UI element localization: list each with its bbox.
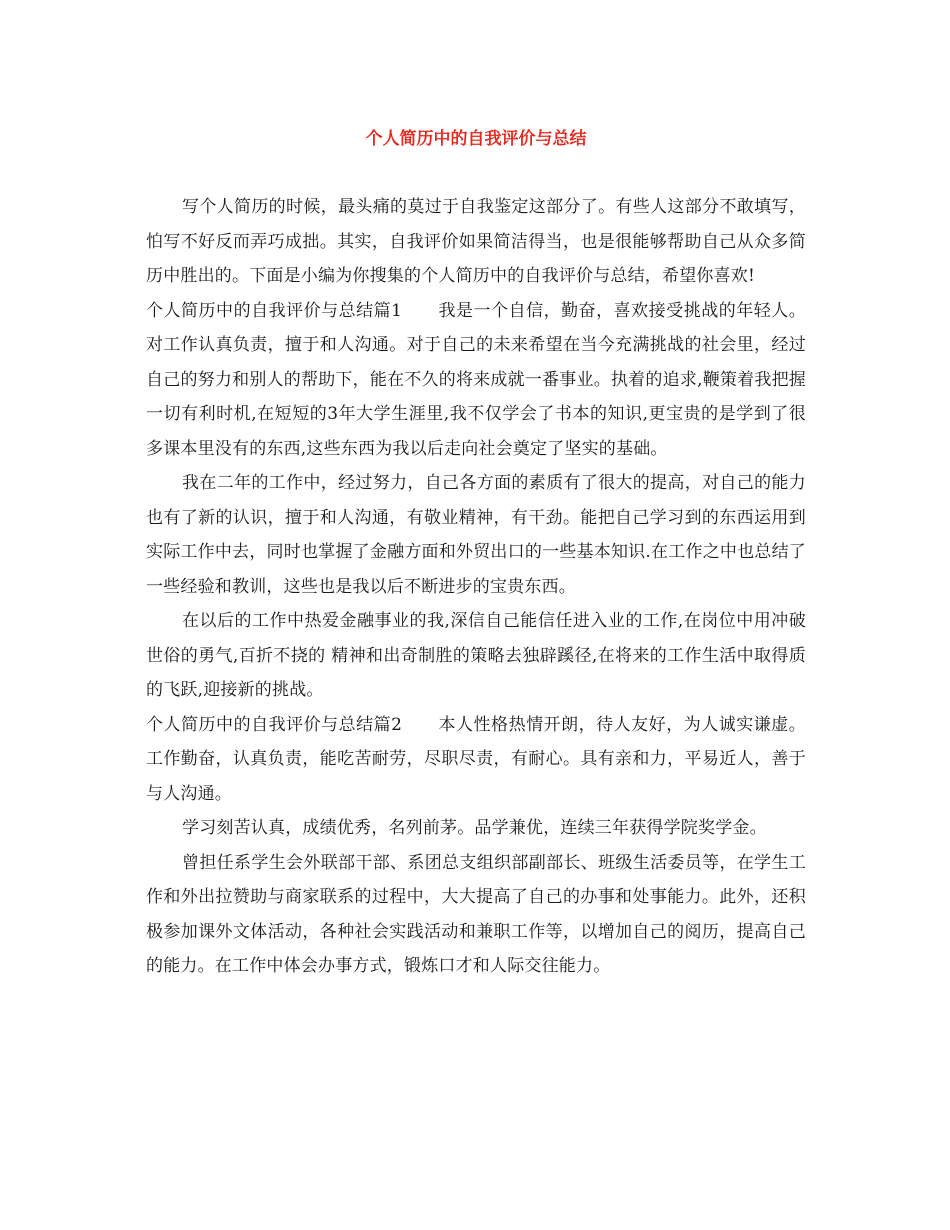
section-2-paragraph [146, 708, 806, 812]
document-body [146, 190, 806, 984]
document-page [146, 0, 806, 1230]
section-1-paragraph-3: 在以后的工作中热爱金融事业的我,深信自己能信任进入业的工作,在岗位中用冲破世俗的勇气,百折不挠的 精神和出奇制胜的策略去独辟蹊径,在将来的工作生活中取得质的飞跃,迎接新的挑战。 [146, 611, 806, 700]
intro-paragraph: 写个人简历的时候，最头痛的莫过于自我鉴定这部分了。有些人这部分不敢填写，怕写不好反而弄巧成拙。其实，自我评价如果简洁得当，也是很能够帮助自己从众多简历中胜出的。下面是小编为你搜集的个人简历中的自我评价与总结，希望你喜欢! [146, 197, 806, 286]
section-1-paragraph [146, 294, 806, 467]
section-2-paragraph-3: 曾担任系学生会外联部干部、系团总支组织部副部长、班级生活委员等，在学生工作和外出拉赞助与商家联系的过程中，大大提高了自己的办事和处事能力。此外，还积极参加课外文体活动，各种社会实践活动和兼职工作等，以增加自己的阅历，提高自己的能力。在工作中体会办事方式，锻炼口才和人际交往能力。 [146, 852, 806, 976]
document-title: 个人简历中的自我评价与总结 [365, 129, 587, 149]
section-1-lead: 我是一个自信，勤奋，喜欢接受挑战的年轻人。对工作认真负责，擅于和人沟通。对于自己的未来希望在当今充满挑战的社会里，经过自己的努力和别人的帮助下，能在不久的将来成就一番事业。执着的追求,鞭策着我把握一切有利时机,在短短的3年大学生涯里,我不仅学会了书本的知识,更宝贵的是学到了很多课本里没有的东西,这些东西为我以后走向社会奠定了坚实的基础。 [146, 300, 806, 459]
section-2-heading: 个人简历中的自我评价与总结篇2 [146, 714, 403, 735]
section-2-paragraph-2: 学习刻苦认真，成绩优秀，名列前茅。品学兼优，连续三年获得学院奖学金。 [182, 818, 767, 838]
section-2-lead: 本人性格热情开朗，待人友好，为人诚实谦虚。工作勤奋，认真负责，能吃苦耐劳，尽职尽责，有耐心。具有亲和力，平易近人，善于与人沟通。 [146, 714, 806, 804]
section-1-heading: 个人简历中的自我评价与总结篇1 [146, 300, 403, 321]
section-1-paragraph-2: 我在二年的工作中，经过努力，自己各方面的素质有了很大的提高，对自己的能力也有了新的认识，擅于和人沟通，有敬业精神，有干劲。能把自己学习到的东西运用到实际工作中去，同时也掌握了金融方面和外贸出口的一些基本知识.在工作之中也总结了一些经验和教训，这些也是我以后不断进步的宝贵东西。 [146, 473, 806, 597]
